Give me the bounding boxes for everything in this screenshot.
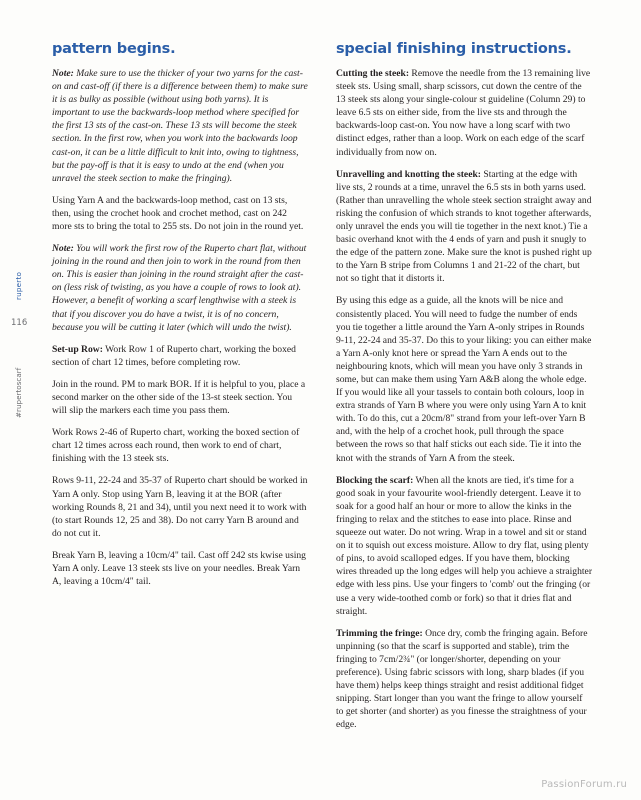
left-column-heading: pattern begins. (52, 41, 176, 57)
paragraph-text: You will work the first row of the Ruperto chart flat, without joining in the round and then join to work in the round from then on. This is easier than joining in the round straight after the cast-on (less risk of twisting, as you have a couple of rows to look at). However, a benefit of working a scarf lengthwise with a steek is that if you discover you do have a twist, it is of no concern, because you will be cutting it later (which will undo the twist). (52, 243, 307, 333)
paragraph-text: Using Yarn A and the backwards-loop method, cast on 13 sts, then, using the crochet hook and crochet method, cast on 242 more sts to bring the total to 255 sts. Do not join in the round yet. (52, 194, 304, 232)
paragraph-text: Once dry, comb the fringing again. Before unpinning (so that the scarf is supported and stable), trim the fringing to 7cm/2¾" (or longer/shorter, depending on your preference). Using fabric scissors with long, sharp blades (if you have them) helps keep things straight and resist additional fidget snipping. Start longer than you want the fringe to allow yourself to get shorter (and shorter) as you finesse the straightness of your edge. (336, 627, 588, 731)
margin-hashtag: #rupertoscarf (14, 367, 23, 418)
paragraph-lead: Note: (52, 67, 74, 79)
paragraph (52, 378, 308, 417)
paragraph (336, 627, 592, 732)
paragraph-text: By using this edge as a guide, all the knots will be nice and consistently placed. You will need to fudge the number of ends you tie together a little around the Yarn A-only stripes in Rounds 9-11, 22-24 and 35-37. Do this to your liking: you can either make a Yarn A-only knot here or spread the Yarn A ends out to the neighbouring knots, which will mean you have only 3 strands in some, but can make them using Yarn A&B along the whole edge. If you would like all your tassels to contain both colours, loop in extra strands of Yarn B where you were only using Yarn A to knit with. To do this, cut a 20cm/8" strand from your left-over Yarn B and, with the help of a crochet hook, pull through the space between the rows so that half sticks out each side. Tie it into the knot with the strands of Yarn A from the steek. (336, 295, 592, 464)
paragraph (52, 474, 308, 539)
paragraph-text: Remove the needle from the 13 remaining live steek sts. Using small, sharp scissors, cut down the centre of the 13 steek sts along your single-colour st guideline (Column 29) to leave 6.5 sts on either side, from the live sts and through the backwards-loop cast-on. You now have a long scarf with two distinct edges, rather than a loop. Work on each edge of the scarf individually from now on. (336, 67, 591, 158)
paragraph-text: Make sure to use the thicker of your two yarns for the cast-on and cast-off (if there is a difference between them) to make sure it is as bulky as possible (without using both yarns). It is important to use the backwards-loop method where specified for the first 13 sts of the cast-on. These 13 sts will become the steek section. In the first row, when you work into the backwards loop cast-on, it can be a little difficult to knit into, owing to tightness, but the pay-off is that it is easy to undo at the end (when you unravel the steek section to make the fringing). (52, 67, 308, 184)
paragraph-lead: Trimming the fringe: (336, 627, 423, 639)
paragraph (52, 549, 308, 588)
paragraph-lead: Note: (52, 243, 74, 255)
paragraph (52, 343, 308, 369)
right-column (336, 42, 592, 740)
paragraph-text: Work Row 1 of Ruperto chart, working the boxed section of chart 12 times, before completing row. (52, 343, 296, 368)
paragraph (336, 294, 592, 464)
paragraph (52, 67, 308, 185)
paragraph-text: Break Yarn B, leaving a 10cm/4" tail. Cast off 242 sts kwise using Yarn A only. Leave 13 steek sts live on your needles. Break Yarn A, leaving a 10cm/4" tail. (52, 549, 306, 588)
right-column-heading: special finishing instructions. (336, 41, 572, 57)
page-number: 116 (11, 318, 28, 328)
paragraph (336, 168, 592, 286)
paragraph-lead: Cutting the steek: (336, 67, 410, 79)
paragraph-lead: Blocking the scarf: (336, 474, 414, 486)
paragraph-lead: Unravelling and knotting the steek: (336, 168, 481, 180)
paragraph (52, 194, 308, 233)
article-columns (52, 42, 592, 740)
paragraph-text: When all the knots are tied, it's time for a good soak in your favourite wool-friendly detergent. Leave it to soak for a good half an hour or more to allow the kinks in the fringing to relax and the stitches to ease into place. Rinse and squeeze out water. Do not wring. Wrap in a towel and sit or stand on it to squish out excess moisture. Allow to dry flat, using plenty of pins, to avoid scalloped edges. If you have them, blocking wires threaded up the long edges will help you achieve a straighter edge with less pins. Use your fingers to 'comb' out the fringing (or use a very wide-toothed comb or fork) so that it dries flat and straight. (336, 474, 593, 617)
paragraph (336, 67, 592, 159)
paragraph (336, 474, 592, 618)
paragraph-text: Rows 9-11, 22-24 and 35-37 of Ruperto chart should be worked in Yarn A only. Stop using Yarn B, leaving it at the BOR (after working Rounds 8, 21 and 34), until you next need it to work with (to start Rounds 12, 25 and 38). Do not carry Yarn B around and do not cut it. (52, 475, 308, 539)
left-column (52, 42, 308, 740)
paragraph-text: Join in the round. PM to mark BOR. If it is helpful to you, place a second marker on the other side of the 13-st steek section. You will slip the markers each time you pass them. (52, 378, 306, 417)
site-watermark: PassionForum.ru (541, 779, 627, 790)
paragraph-text: Work Rows 2-46 of Ruperto chart, working the boxed section of chart 12 times across each round, then work to end of chart, finishing with the 13 steek sts. (52, 427, 300, 465)
paragraph-lead: Set-up Row: (52, 343, 103, 355)
margin-label-ruperto: ruperto (14, 271, 23, 300)
paragraph-text: Starting at the edge with live sts, 2 rounds at a time, unravel the 6.5 sts in both yarns used. (Rather than unravelling the whole steek section straight away and risking the confusion of which strands to knot together afterwards, only unravel the ends you will tie together in the next knot.) Tie a basic overhand knot with the 4 ends of yarn and push it snugly to the edge of the pattern zone. Make sure the knot is pushed right up to the Yarn B stripe from Columns 1 and 21-22 of the chart, but not so tight that it distorts it. (336, 168, 592, 285)
paragraph (52, 426, 308, 465)
paragraph (52, 242, 308, 334)
